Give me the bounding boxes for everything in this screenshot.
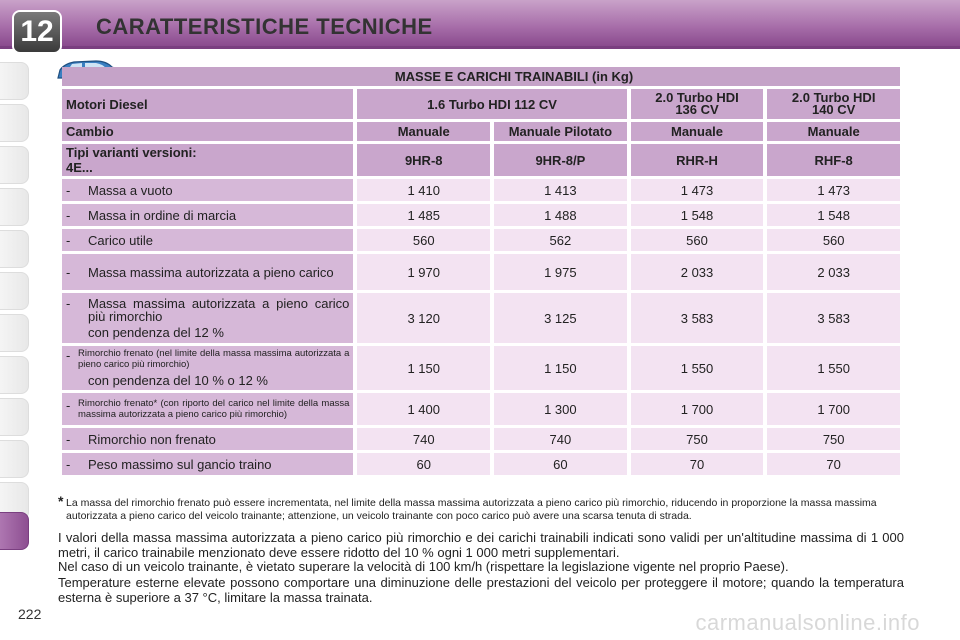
table-cell: 1 400 bbox=[357, 393, 490, 425]
table-title: MASSE E CARICHI TRAINABILI (in Kg) bbox=[62, 67, 900, 86]
table-cell: 750 bbox=[631, 428, 764, 450]
table-row bbox=[62, 229, 900, 251]
side-tab[interactable] bbox=[0, 188, 29, 226]
engine-label: Motori Diesel bbox=[62, 89, 353, 119]
row-label-text: Massa massima autorizzata a pieno carico bbox=[88, 264, 334, 280]
table-row bbox=[62, 393, 900, 425]
table-cell: 1 700 bbox=[631, 393, 764, 425]
paragraph-speed: Nel caso di un veicolo trainante, è vietato superare la velocità di 100 km/h (rispettare la legislazione vigente nel proprio Paese). bbox=[58, 559, 789, 574]
side-tab[interactable] bbox=[0, 104, 29, 142]
table-cell: 1 150 bbox=[357, 346, 490, 390]
table-cell: 740 bbox=[357, 428, 490, 450]
side-tab[interactable] bbox=[0, 272, 29, 310]
table-cell: 560 bbox=[357, 229, 490, 251]
side-tab[interactable] bbox=[0, 398, 29, 436]
header-divider bbox=[0, 46, 960, 49]
side-tab[interactable] bbox=[0, 62, 29, 100]
paragraph-altitude: I valori della massa massima autorizzata a pieno carico più rimorchio e dei carichi trainabili indicati sono validi per un'altitudine massima di 1 000 metri, il carico trainabile menzionato deve essere ridotto del 10 % ogni 1 000 metri supplementari. bbox=[58, 530, 904, 560]
watermark: carmanualsonline.info bbox=[695, 610, 920, 635]
table-row bbox=[62, 254, 900, 290]
variants-label bbox=[62, 144, 353, 176]
row-label bbox=[62, 204, 353, 226]
engine-3 bbox=[767, 89, 900, 119]
row-label-text: Massa in ordine di marcia bbox=[88, 207, 237, 223]
row-sublabel: con pendenza del 12 % bbox=[88, 325, 224, 340]
variants-label-line1: Tipi varianti versioni: bbox=[66, 145, 197, 160]
row-sublabel: con pendenza del 10 % o 12 % bbox=[88, 373, 268, 388]
table-cell: 1 413 bbox=[494, 179, 627, 201]
table-cell: 1 550 bbox=[631, 346, 764, 390]
row-label bbox=[62, 453, 353, 475]
table-cell: 1 485 bbox=[357, 204, 490, 226]
side-tabs bbox=[0, 62, 36, 582]
row-label-text: Rimorchio frenato (nel limite della massa massima autorizzata a pieno carico più rimorchio) bbox=[78, 348, 350, 370]
side-tab-active[interactable] bbox=[0, 512, 29, 550]
table-cell: 60 bbox=[357, 453, 490, 475]
row-dash: - bbox=[66, 398, 71, 413]
engine-2 bbox=[631, 89, 764, 119]
gearbox-cell: Manuale Pilotato bbox=[494, 122, 627, 141]
variants-label-line2: 4E... bbox=[66, 160, 93, 175]
row-label bbox=[62, 393, 353, 425]
table-cell: 70 bbox=[767, 453, 900, 475]
paragraph-temperature: Temperature esterne elevate possono comportare una diminuzione delle prestazioni del veicolo per proteggere il motore; quando la temperatura esterna è superiore a 37 °C, limitare la massa trainata. bbox=[58, 575, 904, 605]
footnote bbox=[58, 493, 904, 523]
engine-2-line2: 136 CV bbox=[675, 102, 719, 117]
gearbox-cell: Manuale bbox=[767, 122, 900, 141]
table-cell: 1 473 bbox=[767, 179, 900, 201]
table-cell: 740 bbox=[494, 428, 627, 450]
row-label bbox=[62, 428, 353, 450]
variant-cell: 9HR-8 bbox=[357, 144, 490, 176]
row-dash: - bbox=[66, 296, 71, 311]
side-tab[interactable] bbox=[0, 356, 29, 394]
table-cell: 1 300 bbox=[494, 393, 627, 425]
table-cell: 1 700 bbox=[767, 393, 900, 425]
table-cell: 1 975 bbox=[494, 254, 627, 290]
engine-2-line1: 2.0 Turbo HDI bbox=[655, 90, 739, 105]
row-label bbox=[62, 346, 353, 390]
table-row bbox=[62, 453, 900, 475]
side-tab[interactable] bbox=[0, 230, 29, 268]
masses-table bbox=[58, 64, 904, 478]
table-cell: 1 488 bbox=[494, 204, 627, 226]
table-cell: 560 bbox=[767, 229, 900, 251]
table-cell: 1 473 bbox=[631, 179, 764, 201]
row-label-text: Rimorchio non frenato bbox=[88, 431, 216, 447]
footnote-star: * bbox=[58, 493, 64, 509]
side-tab[interactable] bbox=[0, 314, 29, 352]
row-label bbox=[62, 293, 353, 343]
table-cell: 1 548 bbox=[631, 204, 764, 226]
row-dash: - bbox=[66, 456, 71, 472]
table-cell: 3 583 bbox=[631, 293, 764, 343]
table-row bbox=[62, 179, 900, 201]
chapter-badge: 12 bbox=[14, 12, 60, 52]
table-cell: 750 bbox=[767, 428, 900, 450]
row-label-text: Peso massimo sul gancio traino bbox=[88, 456, 272, 472]
table-row bbox=[62, 346, 900, 390]
row-label bbox=[62, 254, 353, 290]
row-dash: - bbox=[66, 207, 71, 223]
row-dash: - bbox=[66, 348, 71, 363]
variant-cell: RHR-H bbox=[631, 144, 764, 176]
table-cell: 3 125 bbox=[494, 293, 627, 343]
engine-3-line1: 2.0 Turbo HDI bbox=[791, 90, 876, 105]
table-row bbox=[62, 204, 900, 226]
table-cell: 2 033 bbox=[631, 254, 764, 290]
table-cell: 70 bbox=[631, 453, 764, 475]
row-label-text: Rimorchio frenato* (con riporto del carico nel limite della massa massima autorizzata a pieno carico più rimorchio) bbox=[78, 398, 350, 420]
table-row bbox=[62, 428, 900, 450]
gearbox-cell: Manuale bbox=[631, 122, 764, 141]
table-cell: 60 bbox=[494, 453, 627, 475]
table-cell: 3 583 bbox=[767, 293, 900, 343]
row-label bbox=[62, 179, 353, 201]
table-cell: 1 150 bbox=[494, 346, 627, 390]
side-tab[interactable] bbox=[0, 146, 29, 184]
gearbox-label: Cambio bbox=[62, 122, 353, 141]
gearbox-cell: Manuale bbox=[357, 122, 490, 141]
row-label bbox=[62, 229, 353, 251]
row-label-text: Massa massima autorizzata a pieno carico più rimorchio bbox=[88, 296, 350, 324]
table-cell: 1 410 bbox=[357, 179, 490, 201]
variant-cell: RHF-8 bbox=[767, 144, 900, 176]
row-dash: - bbox=[66, 264, 71, 280]
engine-3-line2: 140 CV bbox=[811, 102, 856, 117]
footnote-text: La massa del rimorchio frenato può essere incrementata, nel limite della massa massima autorizzata a pieno carico più rimorchio, riducendo in proporzione la massa massima autorizzata a pieno carico del veicolo trainante; attenzione, un veicolo trainante con poco carico può avere una scarsa tenuta di strada. bbox=[66, 497, 877, 522]
side-tab[interactable] bbox=[0, 440, 29, 478]
table-cell: 1 550 bbox=[767, 346, 900, 390]
row-label-text: Massa a vuoto bbox=[88, 182, 173, 198]
table-cell: 1 548 bbox=[767, 204, 900, 226]
row-dash: - bbox=[66, 431, 71, 447]
engine-1: 1.6 Turbo HDI 112 CV bbox=[357, 89, 626, 119]
table-row bbox=[62, 293, 900, 343]
table-cell: 562 bbox=[494, 229, 627, 251]
table-cell: 1 970 bbox=[357, 254, 490, 290]
variant-cell: 9HR-8/P bbox=[494, 144, 627, 176]
table-cell: 3 120 bbox=[357, 293, 490, 343]
table-cell: 560 bbox=[631, 229, 764, 251]
row-dash: - bbox=[66, 182, 71, 198]
table-cell: 2 033 bbox=[767, 254, 900, 290]
page-title: CARATTERISTICHE TECNICHE bbox=[96, 14, 433, 39]
row-dash: - bbox=[66, 232, 71, 248]
page-number: 222 bbox=[18, 606, 42, 622]
row-label-text: Carico utile bbox=[88, 232, 154, 248]
